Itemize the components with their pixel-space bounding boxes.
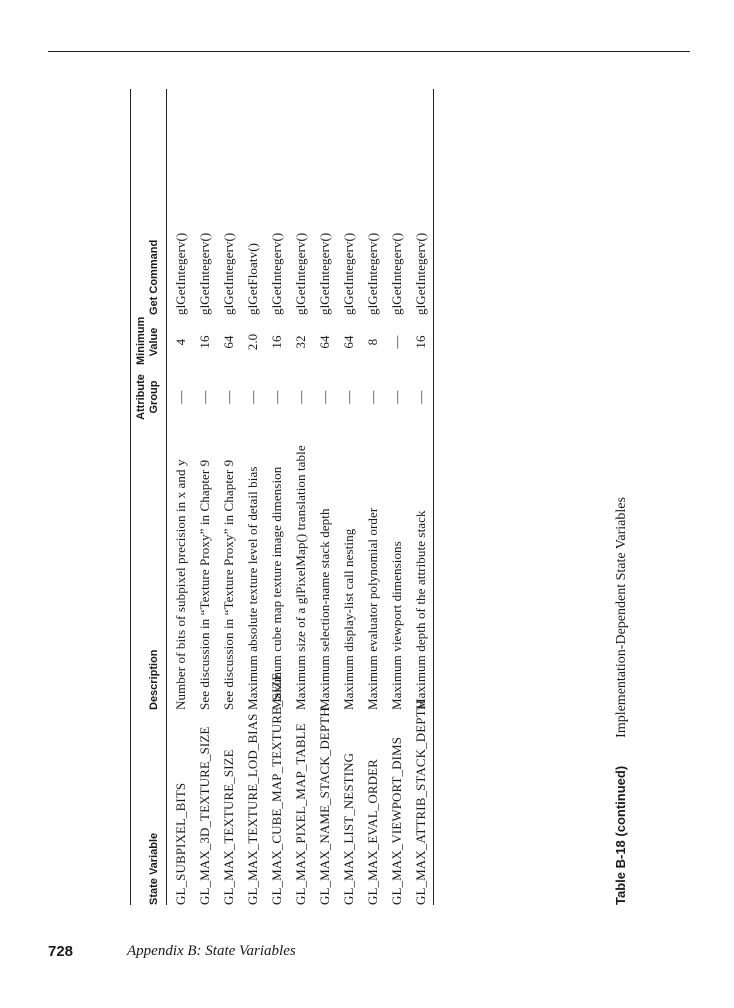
header-minimum-value-line2: Value bbox=[148, 327, 160, 357]
cell-min: 32 bbox=[293, 335, 308, 349]
rotated-table-container bbox=[130, 89, 629, 905]
cell-command: glGetIntegerv() bbox=[365, 232, 380, 315]
cell-group: — bbox=[317, 390, 332, 404]
header-minimum-value bbox=[131, 315, 167, 365]
cell-min: 8 bbox=[365, 338, 380, 346]
cell-group: — bbox=[221, 390, 236, 404]
cell-description: See discussion in “Texture Proxy” in Chapter 9 bbox=[221, 459, 236, 710]
cell-variable: GL_MAX_PIXEL_MAP_TABLE bbox=[293, 723, 308, 905]
table-header-row bbox=[131, 89, 167, 905]
cell-description: Maximum selection-name stack depth bbox=[317, 508, 332, 710]
header-attribute-group-line1: Attribute bbox=[135, 374, 147, 420]
cell-variable: GL_MAX_LIST_NESTING bbox=[341, 752, 356, 905]
caption-label: Table B-18 (continued) bbox=[613, 765, 628, 905]
cell-variable: GL_MAX_TEXTURE_SIZE bbox=[221, 749, 236, 905]
cell-min: 4 bbox=[173, 338, 188, 346]
header-get-command: Get Command bbox=[148, 239, 160, 315]
cell-min: 64 bbox=[317, 335, 332, 349]
header-attribute-group bbox=[131, 365, 167, 425]
cell-description: Maximum depth of the attribute stack bbox=[413, 510, 428, 710]
cell-group: — bbox=[293, 390, 308, 404]
cell-group: — bbox=[413, 390, 428, 404]
cell-command: glGetIntegerv() bbox=[173, 232, 188, 315]
table-caption bbox=[612, 497, 630, 905]
header-attribute-group-line2: Group bbox=[148, 380, 160, 414]
cell-min: 16 bbox=[197, 335, 212, 349]
cell-variable: GL_MAX_NAME_STACK_DEPTH bbox=[317, 707, 332, 905]
table-row bbox=[265, 89, 289, 905]
top-rule bbox=[48, 51, 690, 52]
cell-command: glGetIntegerv() bbox=[413, 232, 428, 315]
cell-group: — bbox=[173, 390, 188, 404]
table-row bbox=[241, 89, 265, 905]
cell-variable: GL_MAX_3D_TEXTURE_SIZE bbox=[197, 726, 212, 905]
cell-description: Number of bits of subpixel precision in x and y bbox=[173, 459, 188, 710]
table-row bbox=[313, 89, 337, 905]
cell-variable: GL_MAX_TEXTURE_LOD_BIAS bbox=[245, 713, 260, 905]
page-number: 728 bbox=[48, 943, 74, 960]
cell-description: Maximum cube map texture image dimension bbox=[269, 466, 284, 710]
cell-variable: GL_MAX_EVAL_ORDER bbox=[365, 759, 380, 905]
cell-group: — bbox=[389, 390, 404, 404]
table-row bbox=[167, 89, 194, 905]
caption-text: Implementation-Dependent State Variables bbox=[614, 497, 629, 738]
cell-group: — bbox=[341, 390, 356, 404]
cell-group: — bbox=[245, 390, 260, 404]
cell-min: 2.0 bbox=[245, 333, 260, 351]
cell-description: Maximum display-list call nesting bbox=[341, 528, 356, 710]
cell-variable: GL_MAX_VIEWPORT_DIMS bbox=[389, 736, 404, 905]
cell-group: — bbox=[269, 390, 284, 404]
header-description: Description bbox=[148, 649, 160, 710]
table-row bbox=[289, 89, 313, 905]
cell-command: glGetIntegerv() bbox=[389, 232, 404, 315]
table-row bbox=[409, 89, 434, 905]
state-variables-table bbox=[130, 89, 434, 905]
table-row bbox=[217, 89, 241, 905]
table-row bbox=[385, 89, 409, 905]
cell-min: 64 bbox=[221, 335, 236, 349]
cell-min: 16 bbox=[413, 335, 428, 349]
cell-min: 16 bbox=[269, 335, 284, 349]
cell-variable: GL_MAX_CUBE_MAP_TEXTURE_SIZE bbox=[269, 672, 284, 905]
cell-description: Maximum absolute texture level of detail bias bbox=[245, 466, 260, 710]
cell-min: 64 bbox=[341, 335, 356, 349]
cell-min: — bbox=[389, 335, 404, 349]
table-row bbox=[193, 89, 217, 905]
cell-command: glGetIntegerv() bbox=[293, 232, 308, 315]
cell-command: glGetIntegerv() bbox=[197, 232, 212, 315]
cell-description: Maximum viewport dimensions bbox=[389, 541, 404, 710]
cell-group: — bbox=[365, 390, 380, 404]
cell-group: — bbox=[197, 390, 212, 404]
cell-description: See discussion in “Texture Proxy” in Chapter 9 bbox=[197, 459, 212, 710]
running-head: Appendix B: State Variables bbox=[127, 943, 296, 959]
header-minimum-value-line1: Minimum bbox=[135, 316, 147, 365]
table-row bbox=[337, 89, 361, 905]
cell-variable: GL_MAX_ATTRIB_STACK_DEPTH bbox=[413, 699, 428, 905]
table-row bbox=[361, 89, 385, 905]
cell-command: glGetIntegerv() bbox=[341, 232, 356, 315]
cell-description: Maximum size of a glPixelMap() translation table bbox=[293, 445, 308, 710]
cell-command: glGetFloatv() bbox=[245, 242, 260, 315]
cell-command: glGetIntegerv() bbox=[269, 232, 284, 315]
cell-command: glGetIntegerv() bbox=[317, 232, 332, 315]
header-state-variable: State Variable bbox=[148, 832, 160, 905]
cell-command: glGetIntegerv() bbox=[221, 232, 236, 315]
cell-variable: GL_SUBPIXEL_BITS bbox=[173, 782, 188, 905]
cell-description: Maximum evaluator polynomial order bbox=[365, 507, 380, 710]
